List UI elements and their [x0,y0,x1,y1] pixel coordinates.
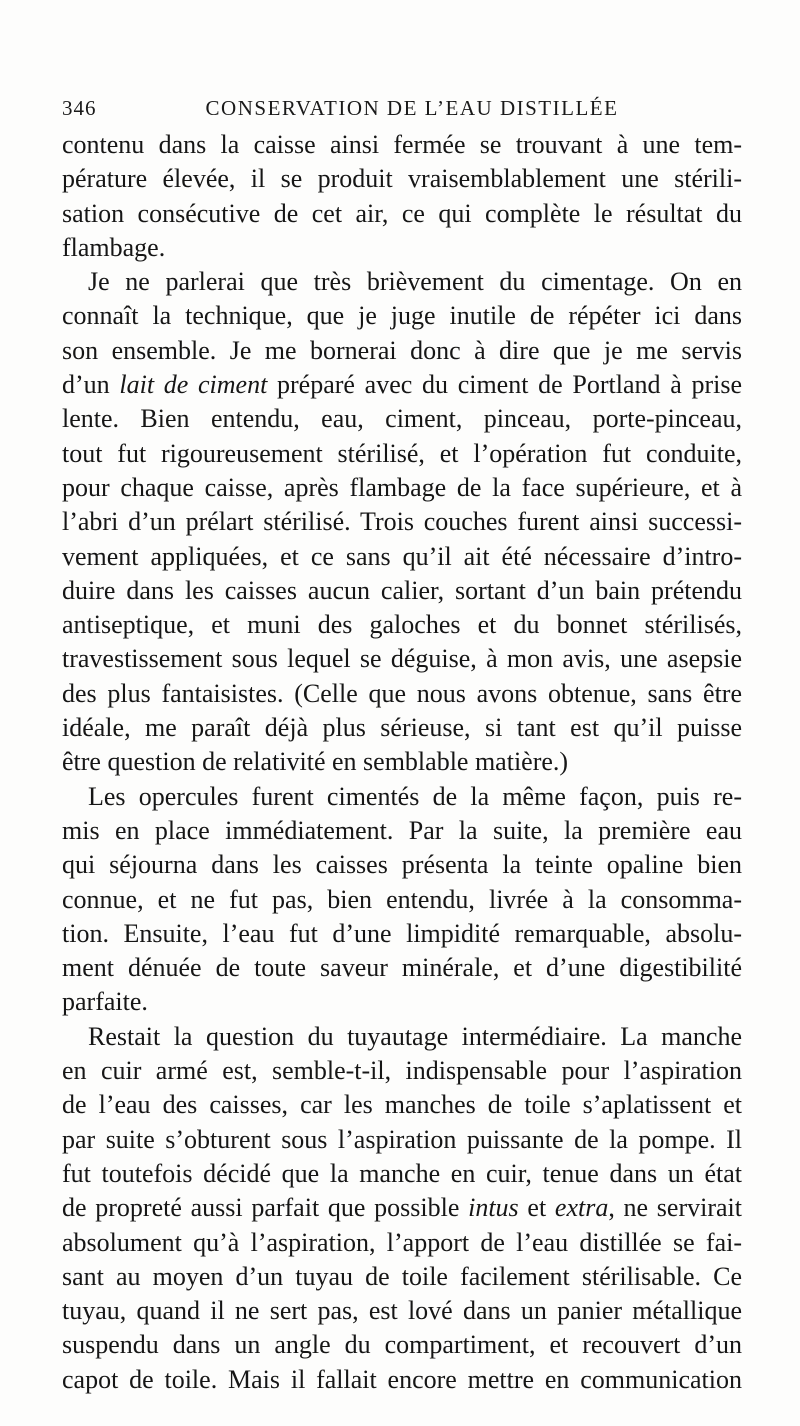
text-line: connue, et ne fut pas, bien entendu, livrée à la consomma- [62,884,742,914]
text-line: absolument qu’à l’aspiration, l’apport de l’eau distillée se fai- [62,1227,742,1257]
text-line: idéale, me paraît déjà plus sérieuse, si tant est qu’il puisse [62,713,742,743]
page-number: 346 [62,96,97,120]
text-line: suspendu dans un angle du compartiment, et recouvert d’un [62,1330,742,1360]
text-line: mis en place immédiatement. Par la suite, la première eau [62,815,742,845]
body-text [62,128,742,1397]
text-line: fut toutefois décidé que la manche en cuir, tenue dans un état [62,1158,742,1188]
text-segment: d’un [62,370,120,400]
text-line [62,1191,742,1225]
page-header [62,96,742,126]
text-line: l’abri d’un prélart stérilisé. Trois couches furent ainsi successi- [62,507,742,537]
italic-term: extra [554,1193,609,1223]
text-line: son ensemble. Je me bornerai donc à dire que je me servis [62,335,742,365]
text-line: des plus fantaisistes. (Celle que nous avons obtenue, sans être [62,678,742,708]
text-line: contenu dans la caisse ainsi fermée se trouvant à une tem- [62,130,742,159]
text-line: vement appliquées, et ce sans qu’il ait été nécessaire d’intro- [62,541,742,571]
text-segment: de propreté aussi parfait que possible [62,1193,469,1223]
text-line: antiseptique, et muni des galoches et du bonnet stérilisés, [62,610,742,640]
text-line: connaît la technique, que je juge inutile de répéter ici dans [62,301,742,331]
text-line: tout fut rigoureusement stérilisé, et l’opération fut conduite, [62,438,742,468]
text-line: en cuir armé est, semble-t-il, indispensable pour l’aspiration [62,1056,742,1086]
text-line: capot de toile. Mais il fallait encore mettre en communication [62,1364,742,1394]
text-line: tion. Ensuite, l’eau fut d’une limpidité remarquable, absolu- [62,918,742,948]
text-line: pour chaque caisse, après flambage de la face supérieure, et à [62,472,742,502]
text-line: Les opercules furent cimentés de la même façon, puis re- [88,781,742,811]
running-title: CONSERVATION DE L’EAU DISTILLÉE [205,96,619,120]
text-line: flambage. [62,232,166,262]
text-segment: préparé avec du ciment de Portland à prise [267,370,742,400]
text-line: Restait la question du tuyautage intermédiaire. La manche [88,1021,742,1051]
text-line: qui séjourna dans les caisses présenta la teinte opaline bien [62,850,742,880]
text-line: lente. Bien entendu, eau, ciment, pinceau, porte-pinceau, [62,404,742,434]
text-line: Je ne parlerai que très brièvement du cimentage. On en [88,267,742,297]
text-line: par suite s’obturent sous l’aspiration puissante de la pompe. Il [62,1124,742,1154]
text-line [62,368,742,402]
text-line: ment dénuée de toute saveur minérale, et d’une digestibilité [62,953,742,983]
text-segment: , ne servirait [608,1193,742,1223]
text-line: être question de relativité en semblable matière.) [62,747,569,777]
text-line: parfaite. [62,987,148,1017]
text-line: tuyau, quand il ne sert pas, est lové dans un panier métallique [62,1296,742,1326]
text-line: sation consécutive de cet air, ce qui complète le résultat du [62,198,742,228]
text-line: pérature élevée, il se produit vraisemblablement une stérili- [62,164,742,194]
text-segment: et [518,1193,555,1223]
text-line: travestissement sous lequel se déguise, à mon avis, une asepsie [62,644,742,674]
text-line: duire dans les caisses aucun calier, sortant d’un bain prétendu [62,575,742,605]
italic-term: lait de ciment [119,370,268,400]
text-line: sant au moyen d’un tuyau de toile facilement stérilisable. Ce [62,1261,742,1291]
italic-term: intus [468,1193,519,1223]
text-line: de l’eau des caisses, car les manches de toile s’aplatissent et [62,1090,742,1120]
